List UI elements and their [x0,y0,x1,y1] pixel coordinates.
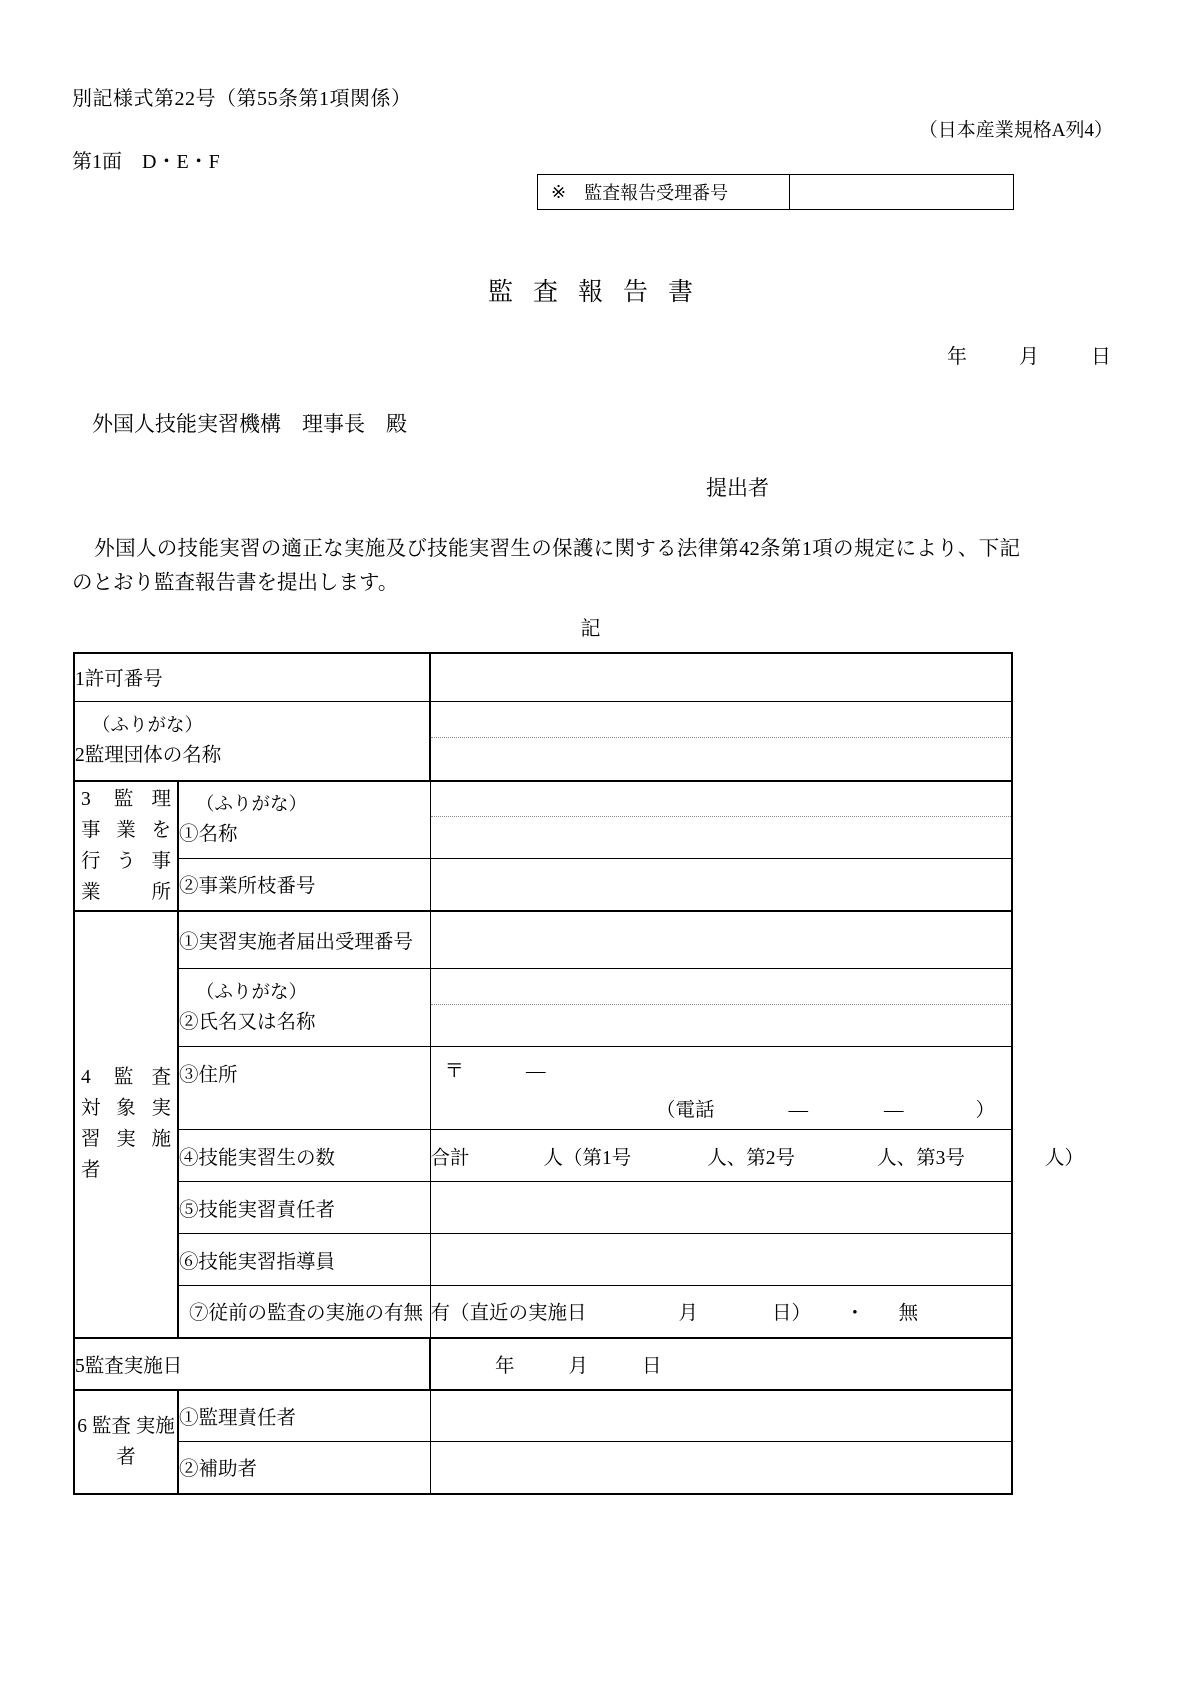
body-paragraph [72,532,1020,600]
training-supervisor-field[interactable] [430,1182,1012,1234]
table-row-audit-assistant [74,1442,1012,1494]
table-row-office-branch-number [74,859,1012,911]
date-month-label: 月 [1019,346,1039,368]
paper-size-note: （日本産業規格A列4） [918,120,1113,141]
previous-audit-label: ⑦従前の監査の実施の有無 [178,1286,430,1338]
office-name-label [178,781,430,859]
audit-date-label: 5監査実施日 [74,1338,430,1390]
table-row-previous-audit [74,1286,1012,1338]
training-instructor-field[interactable] [430,1234,1012,1286]
ki-mark: 記 [580,618,601,640]
trainee-org-name-label-text: ②氏名又は名称 [179,1011,316,1033]
section-4-label-line-3: 習実施 [81,1129,171,1150]
trainee-org-name-input[interactable] [431,1005,1011,1039]
postal-code-line[interactable] [445,1055,546,1083]
receipt-number-label-text: 監査報告受理番号 [584,183,729,203]
previous-audit-separator: ・ [845,1303,865,1325]
submitter-label: 提出者 [706,476,769,500]
reference-mark-icon: ※ [551,181,567,202]
section-4-label-line-4: 者 [81,1160,101,1181]
organization-name-field[interactable] [430,701,1012,781]
trainee-org-receipt-number-field[interactable] [430,911,1012,969]
telephone-dash-1: — [788,1100,808,1121]
section-4-label-line-1: 4 監査 [81,1067,171,1088]
furigana-hint: （ふりがな） [92,715,204,736]
furigana-hint: （ふりがな） [196,794,308,815]
trainee-count-type2: 人、第2号 [707,1147,796,1169]
section-3-label-line-1: 3 監理 [81,788,171,810]
trainee-org-name-label [178,969,430,1047]
training-supervisor-label: ⑤技能実習責任者 [178,1182,430,1234]
table-row-trainee-org-name [74,969,1012,1047]
telephone-dash-2: — [883,1100,904,1121]
furigana-hint: （ふりがな） [196,982,308,1003]
furigana-line[interactable] [431,976,1011,1005]
table-row-office-name [74,781,1012,859]
previous-audit-month: 月 [678,1303,699,1325]
section-4-label [74,911,178,1338]
organization-name-label-text: 2監理団体の名称 [75,744,222,766]
section-3-label [74,781,178,911]
permit-number-label: 1許可番号 [74,653,430,701]
section-3-label-line-2: 事業を [81,819,171,841]
previous-audit-day: 日） [772,1303,812,1325]
postal-dash: — [526,1061,546,1082]
section-3-label-line-3: 行う事 [81,850,171,872]
telephone-open: （電話 [655,1100,715,1121]
audit-date-field[interactable] [430,1338,1012,1390]
face-designation: 第1面 D・E・F [72,151,220,173]
office-name-label-text: ①名称 [179,823,238,845]
trainee-org-name-field[interactable] [430,969,1012,1047]
page-title: 監査報告書 [487,279,713,306]
receipt-number-field[interactable] [790,175,1013,209]
receipt-number-box [537,174,1014,210]
addressee: 外国人技能実習機構 理事長 殿 [92,412,407,436]
table-row-trainee-count [74,1130,1012,1182]
table-row-training-instructor [74,1234,1012,1286]
table-row-organization-name [74,701,1012,781]
furigana-line[interactable] [431,709,1011,738]
trainee-count-close: 人） [1044,1147,1084,1169]
office-name-input[interactable] [431,817,1011,851]
table-row-permit-number [74,653,1012,701]
section-6-label-line-1: 6 監査 [77,1415,131,1437]
table-row-address [74,1047,1012,1130]
section-3-label-line-4: 業所 [81,881,171,903]
office-branch-number-field[interactable] [430,859,1012,911]
date-day-label: 日 [1091,346,1111,368]
audit-date-year: 年 [495,1355,515,1377]
body-paragraph-text: 外国人の技能実習の適正な実施及び技能実習生の保護に関する法律第42条第1項の規定により、下記のとおり監査報告書を提出します。 [72,538,1020,594]
office-name-field[interactable] [430,781,1012,859]
table-row-training-supervisor [74,1182,1012,1234]
address-label: ③住所 [178,1047,430,1130]
previous-audit-field[interactable] [430,1286,1012,1338]
trainee-count-label: ④技能実習生の数 [178,1130,430,1182]
table-row-audit-date [74,1338,1012,1390]
address-field[interactable] [430,1047,1012,1130]
training-instructor-label: ⑥技能実習指導員 [178,1234,430,1286]
audit-date-day: 日 [642,1355,662,1377]
audit-manager-label: ①監理責任者 [178,1390,430,1442]
organization-name-label [74,701,430,781]
audit-assistant-field[interactable] [430,1442,1012,1494]
form-table [73,652,1084,1495]
section-6-label-line-2: 実施者 [116,1415,175,1468]
submission-date-line [947,340,1111,369]
previous-audit-no[interactable]: 無 [898,1303,919,1325]
table-row-audit-manager [74,1390,1012,1442]
date-year-label: 年 [947,346,967,368]
audit-date-month: 月 [568,1355,589,1377]
trainee-count-field[interactable] [430,1130,1084,1182]
audit-assistant-label: ②補助者 [178,1442,430,1494]
form-number: 別記様式第22号（第55条第1項関係） [72,88,412,110]
audit-manager-field[interactable] [430,1390,1012,1442]
trainee-org-receipt-number-label: ①実習実施者届出受理番号 [178,911,430,969]
postal-mark-icon: 〒 [444,1061,465,1082]
furigana-line[interactable] [431,788,1011,817]
organization-name-input[interactable] [431,738,1011,772]
section-4-label-line-2: 対象実 [81,1098,171,1119]
trainee-count-total-label: 合計 [430,1147,470,1169]
office-branch-number-label: ②事業所枝番号 [178,859,430,911]
trainee-count-type1: 人（第1号 [543,1147,632,1169]
telephone-close: ） [975,1100,995,1121]
permit-number-field[interactable] [430,653,1012,701]
telephone-line[interactable] [656,1094,995,1122]
table-row-trainee-org-receipt-number [74,911,1012,969]
trainee-count-type3: 人、第3号 [877,1147,965,1169]
section-6-label [74,1390,178,1494]
receipt-number-label [538,175,790,209]
previous-audit-yes[interactable]: 有（直近の実施日 [430,1303,587,1325]
